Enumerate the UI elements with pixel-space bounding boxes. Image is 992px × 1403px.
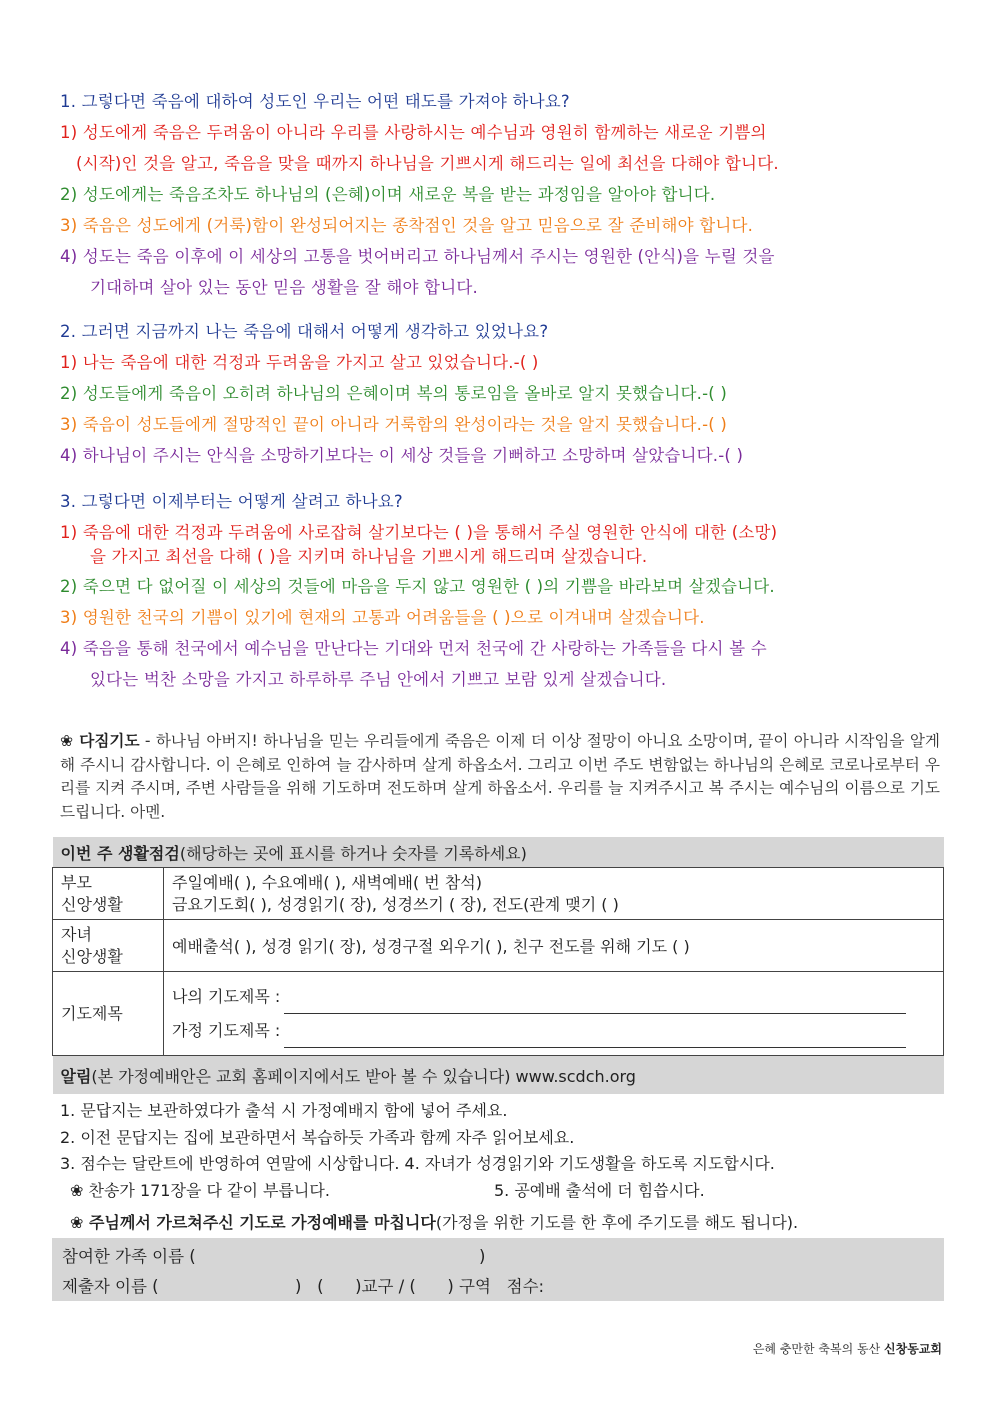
section-1: [60, 92, 940, 298]
footer: [753, 1340, 942, 1357]
answer-3-4-cont: 있다는 벅찬 소망을 가지고 하루하루 주님 안에서 기쁘고 보람 있게 살겠습니다.: [90, 670, 667, 689]
answer-2-4: 4) 하나님이 주시는 안식을 소망하기보다는 이 세상 것들을 기뻐하고 소망하며 살았습니다.-( ): [60, 446, 744, 465]
answer-1-3: 3) 죽음은 성도에게 (거룩)함이 완성되어지는 종착점인 것을 알고 믿음으로 잘 준비해야 합니다.: [60, 216, 754, 235]
family-submission-box: [52, 1238, 944, 1301]
notice-text: (본 가정예배안은 교회 홈페이지에서도 받아 볼 수 있습니다) www.scdch.org: [91, 1066, 636, 1086]
my-prayer-row[interactable]: [172, 980, 935, 1014]
question-1: 1. 그렇다면 죽음에 대하여 성도인 우리는 어떤 태도를 가져야 하나요?: [60, 92, 570, 111]
answer-1-2: 2) 성도에게는 죽음조차도 하나님의 (은혜)이며 새로운 복을 받는 과정임을 알아야 합니다.: [60, 185, 716, 204]
family-names-field[interactable]: 참여한 가족 이름 ( ): [62, 1247, 486, 1266]
my-prayer-field[interactable]: [284, 995, 906, 1014]
child-label-line1: 자녀: [61, 924, 92, 944]
section-3: [60, 492, 940, 690]
closing-row: [60, 1210, 940, 1237]
answer-2-3: 3) 죽음이 성도들에게 절망적인 끝이 아니라 거룩함의 완성이라는 것을 알지 못했습니다.-( ): [60, 415, 727, 434]
notice-title: 알림: [60, 1066, 92, 1086]
child-checks[interactable]: 예배출석( ), 성경 읽기( 장), 성경구절 외우기( ), 친구 전도를 위해 기도 ( ): [164, 920, 944, 972]
checklist-header-note: (해당하는 곳에 표시를 하거나 숫자를 기록하세요): [179, 843, 527, 863]
answer-1-4-cont: 기대하며 살아 있는 동안 믿음 생활을 잘 해야 합니다.: [90, 278, 478, 297]
note-2: 2. 이전 문답지는 집에 보관하면서 복습하듯 가족과 함께 자주 읽어보세요.: [60, 1127, 575, 1147]
answer-2-2: 2) 성도들에게 죽음이 오히려 하나님의 은혜이며 복의 통로임을 올바로 알지 못했습니다.-( ): [60, 384, 727, 403]
parent-checks-line2[interactable]: 금요기도회( ), 성경읽기( 장), 성경쓰기 ( 장), 전도(관계 맺기 ( ): [172, 894, 619, 914]
section-2: [60, 322, 940, 466]
closing-title: ❀ 주님께서 가르쳐주신 기도로 가정예배를 마칩니다: [70, 1212, 436, 1232]
answer-3-4: 4) 죽음을 통해 천국에서 예수님을 만난다는 기대와 먼저 천국에 간 사랑하는 가족들을 다시 볼 수: [60, 639, 767, 658]
parent-label-line1: 부모: [61, 872, 92, 892]
question-2: 2. 그러면 지금까지 나는 죽음에 대해서 어떻게 생각하고 있었나요?: [60, 322, 549, 341]
answer-1-4: 4) 성도는 죽음 이후에 이 세상의 고통을 벗어버리고 하나님께서 주시는 영원한 (안식)을 누릴 것을: [60, 247, 775, 266]
family-prayer-label: 가정 기도제목 :: [172, 1020, 281, 1040]
parent-checks-line1[interactable]: 주일예배( ), 수요예배( ), 새벽예배( 번 참석): [172, 872, 482, 892]
question-3: 3. 그렇다면 이제부터는 어떻게 살려고 하나요?: [60, 492, 403, 511]
church-name: 신창동교회: [884, 1342, 942, 1356]
pledge-prayer: [60, 730, 940, 824]
family-prayer-field[interactable]: [284, 1029, 906, 1048]
pledge-prayer-title: ❀ 다짐기도: [60, 732, 140, 750]
parent-label: [53, 868, 164, 920]
answer-2-1: 1) 나는 죽음에 대한 걱정과 두려움을 가지고 살고 있었습니다.-( ): [60, 353, 539, 372]
checklist-header: [53, 837, 944, 868]
child-label: [53, 920, 164, 972]
note-5: 5. 공예배 출석에 더 힘씁시다.: [494, 1180, 705, 1200]
answer-3-2: 2) 죽으면 다 없어질 이 세상의 것들에 마음을 두지 않고 영원한 ( )의 기쁨을 바라보며 살겠습니다.: [60, 577, 775, 596]
answer-3-3: 3) 영원한 천국의 기쁨이 있기에 현재의 고통과 어려움들을 ( )으로 이겨내며 살겠습니다.: [60, 608, 705, 627]
parent-label-line2: 신앙생활: [61, 894, 123, 914]
closing-note: (가정을 위한 기도를 한 후에 주기도를 해도 됩니다).: [435, 1212, 799, 1232]
answer-3-1-cont: 을 가지고 최선을 다해 ( )을 지키며 하나님을 기쁘시게 해드리며 살겠습니다.: [90, 547, 648, 566]
answer-3-1: 1) 죽음에 대한 걱정과 두려움에 사로잡혀 살기보다는 ( )을 통해서 주실 영원한 안식에 대한 (소망): [60, 523, 778, 542]
answer-1-1-cont: (시작)인 것을 알고, 죽음을 맞을 때까지 하나님을 기쁘시게 해드리는 일에 최선을 다해야 합니다.: [76, 154, 779, 173]
prayer-topics-label: 기도제목: [53, 972, 164, 1056]
note-1: 1. 문답지는 보관하였다가 출석 시 가정예배지 함에 넣어 주세요.: [60, 1101, 508, 1120]
notice-row: [53, 1056, 944, 1095]
my-prayer-label: 나의 기도제목 :: [172, 986, 281, 1006]
prayer-topics: [164, 972, 944, 1056]
child-label-line2: 신앙생활: [61, 946, 123, 966]
hymn-row: [60, 1178, 940, 1204]
submitter-field[interactable]: 제출자 이름 ( ) ( )교구 / ( ) 구역 점수:: [62, 1277, 545, 1296]
checklist-header-title: 이번 주 생활점검: [60, 843, 180, 863]
hymn-note: ❀ 찬송가 171장을 다 같이 부릅니다.: [70, 1180, 330, 1200]
pledge-prayer-body: - 하나님 아버지! 하나님을 믿는 우리들에게 죽음은 이제 더 이상 절망이 아니요 소망이며, 끝이 아니라 시작임을 알게 해 주시니 감사합니다. 이 은혜로 인하여 늘 감사하며 살게 하옵소서. 그리고 이번 주도 변함없는 하나님의 은혜로 코로나로부터 우리를 지켜 주시며, 주변 사람들을 위해 기도하며 전도하며 살게 하옵소서. 우리를 늘 지켜주시고 복 주시는 예수님의 이름으로 기도드립니다. 아멘.: [60, 732, 940, 821]
footer-slogan: 은혜 충만한 축복의 동산: [752, 1342, 885, 1356]
answer-1-1: 1) 성도에게 죽음은 두려움이 아니라 우리를 사랑하시는 예수님과 영원히 함께하는 새로운 기쁨의: [60, 123, 767, 142]
parent-checks[interactable]: [164, 868, 944, 920]
family-prayer-row[interactable]: [172, 1014, 935, 1048]
weekly-checklist: [52, 837, 944, 1094]
note-3: 3. 점수는 달란트에 반영하여 연말에 시상합니다. 4. 자녀가 성경읽기와 기도생활을 하도록 지도합시다.: [60, 1154, 775, 1173]
instructions: [60, 1098, 940, 1236]
